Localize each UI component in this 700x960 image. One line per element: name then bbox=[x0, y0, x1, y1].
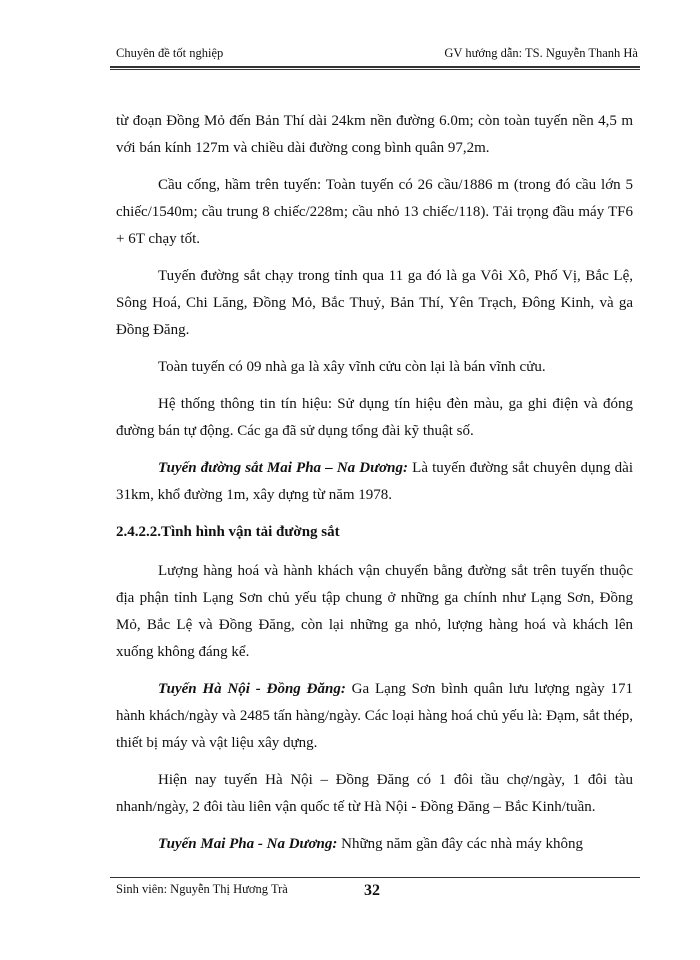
paragraph-lead: Tuyến đường sắt Mai Pha – Na Dương: bbox=[158, 460, 409, 476]
paragraph-lead: Tuyến Hà Nội - Đồng Đăng: bbox=[158, 681, 346, 697]
paragraph-hanoi-dong-dang bbox=[116, 676, 633, 757]
section-heading: 2.4.2.2.Tình hình vận tải đường sắt bbox=[116, 524, 340, 540]
paragraph-mai-pha-line bbox=[116, 455, 633, 509]
paragraph-stations: Tuyến đường sắt chạy trong tỉnh qua 11 ga đó là ga Vôi Xô, Phố Vị, Bắc Lệ, Sông Hoá, Chi Lăng, Đồng Mỏ, Bắc Thuỷ, Bản Thí, Yên Trạch, Đông Kinh, và ga Đồng Đăng. bbox=[116, 268, 633, 338]
paragraph-signals: Hệ thống thông tin tín hiệu: Sử dụng tín hiệu đèn màu, ga ghi điện và đóng đường bán tự động. Các ga đã sử dụng tổng đài kỹ thuật số. bbox=[116, 396, 633, 439]
paragraph-text: Những năm gần đây các nhà máy không bbox=[337, 836, 583, 852]
paragraph-bridges: Cầu cống, hầm trên tuyến: Toàn tuyến có 26 cầu/1886 m (trong đó cầu lớn 5 chiếc/1540m; cầu trung 8 chiếc/228m; cầu nhỏ 13 chiếc/118). Tải trọng đầu máy TF6 + 6T chạy tốt. bbox=[116, 177, 633, 247]
paragraph-continuation: từ đoạn Đồng Mỏ đến Bản Thí dài 24km nền đường 6.0m; còn toàn tuyến nền 4,5 m với bán kính 127m và chiều dài đường cong bình quân 97,2m. bbox=[116, 113, 633, 156]
header-right: GV hướng dẫn: TS. Nguyễn Thanh Hà bbox=[444, 46, 638, 60]
footer-rule bbox=[110, 877, 640, 878]
page-content bbox=[116, 108, 633, 868]
paragraph-lead: Tuyến Mai Pha - Na Dương: bbox=[158, 836, 338, 852]
paragraph-train-frequency: Hiện nay tuyến Hà Nội – Đồng Đăng có 1 đôi tầu chợ/ngày, 1 đôi tàu nhanh/ngày, 2 đôi tàu liên vận quốc tế từ Hà Nội - Đồng Đăng – Bắc Kinh/tuần. bbox=[116, 772, 633, 815]
paragraph-mai-pha-na-duong bbox=[116, 831, 633, 858]
page-number: 32 bbox=[364, 882, 380, 899]
page-header bbox=[116, 45, 638, 61]
header-left: Chuyên đề tốt nghiệp bbox=[116, 46, 224, 60]
paragraph-transport-volume: Lượng hàng hoá và hành khách vận chuyển bằng đường sắt trên tuyến thuộc địa phận tỉnh Lạng Sơn chủ yếu tập chung ở những ga chính như Lạng Sơn, Đồng Mỏ, Bắc Lệ và Đồng Đăng, còn lại những ga nhỏ, lượng hàng hoá và khách lên xuống không đáng kể. bbox=[116, 563, 633, 660]
paragraph-text: Ga Lạng Sơn bình quân lưu lượng ngày 171 hành khách/ngày và 2485 tấn hàng/ngày. Các loại hàng hoá chủ yếu là: Đạm, sắt thép, thiết bị máy và vật liệu xây dựng. bbox=[116, 681, 633, 751]
paragraph-station-buildings: Toàn tuyến có 09 nhà ga là xây vĩnh cửu còn lại là bán vĩnh cửu. bbox=[158, 359, 546, 375]
footer-student: Sinh viên: Nguyễn Thị Hương Trà bbox=[116, 882, 288, 896]
paragraph-text: Là tuyến đường sắt chuyên dụng dài 31km, khổ đường 1m, xây dựng từ năm 1978. bbox=[116, 460, 633, 503]
header-rule-thin bbox=[110, 69, 640, 70]
header-rule bbox=[110, 66, 640, 68]
